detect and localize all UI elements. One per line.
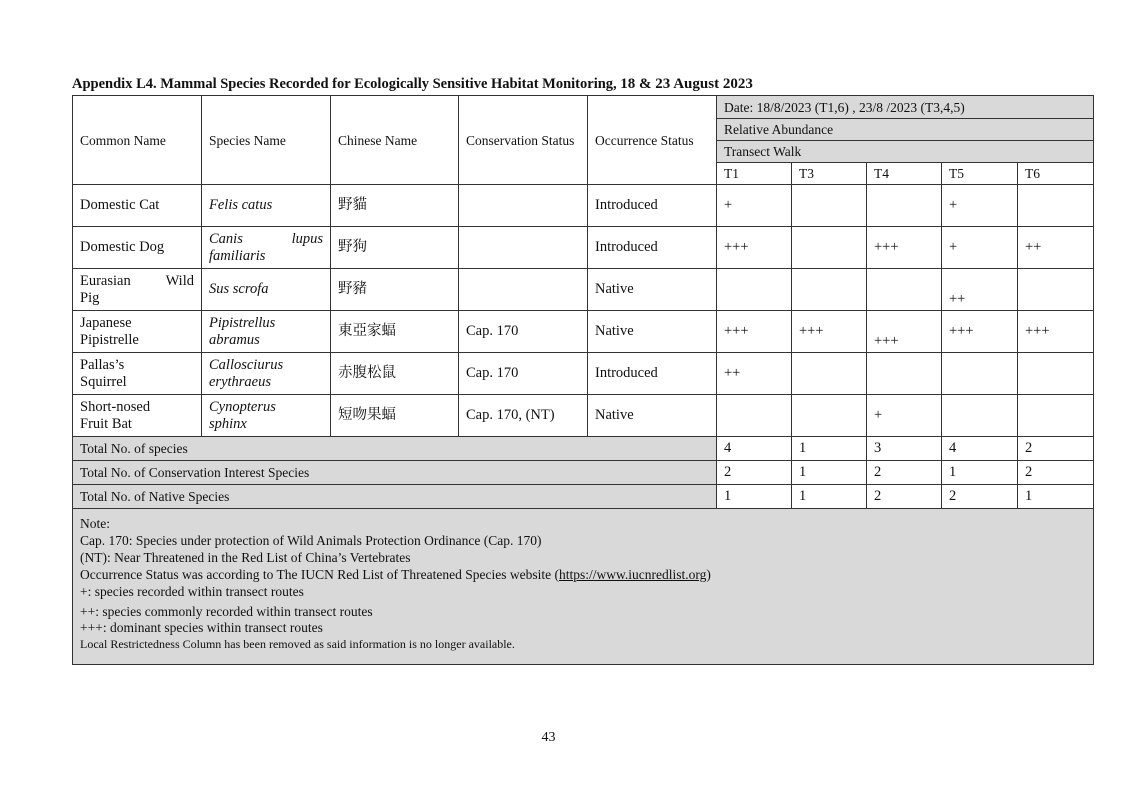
total-native-t6: 1 bbox=[1018, 485, 1094, 509]
header-species-name: Species Name bbox=[202, 96, 331, 185]
total-species-t1: 4 bbox=[717, 437, 792, 461]
abundance-t1: +++ bbox=[717, 311, 792, 353]
note-plus2: ++: species commonly recorded within transect routes bbox=[80, 604, 373, 619]
header-t5: T5 bbox=[942, 163, 1018, 185]
total-conservation-t6: 2 bbox=[1018, 461, 1094, 485]
total-native-t5: 2 bbox=[942, 485, 1018, 509]
conservation-status bbox=[459, 269, 588, 311]
abundance-t3 bbox=[792, 185, 867, 227]
total-species-t4: 3 bbox=[867, 437, 942, 461]
abundance-t4 bbox=[867, 353, 942, 395]
total-species-t3: 1 bbox=[792, 437, 867, 461]
appendix-title bbox=[72, 76, 753, 93]
header-conservation-status: Conservation Status bbox=[459, 96, 588, 185]
common-name-line2: Pipistrelle bbox=[80, 331, 139, 348]
notes-row bbox=[73, 509, 1094, 665]
species-name-line1: Cynopterus bbox=[209, 398, 276, 415]
abundance-t5: + bbox=[942, 185, 1018, 227]
occurrence-status: Introduced bbox=[588, 227, 717, 269]
conservation-status bbox=[459, 227, 588, 269]
total-conservation-row bbox=[73, 461, 1094, 485]
species-name-line2: erythraeus bbox=[209, 373, 272, 390]
common-name-line2: Fruit Bat bbox=[80, 415, 132, 432]
abundance-t1: + bbox=[717, 185, 792, 227]
common-name-line1: Japanese bbox=[80, 314, 132, 331]
abundance-t3 bbox=[792, 227, 867, 269]
common-name bbox=[73, 395, 202, 437]
occurrence-status: Native bbox=[588, 269, 717, 311]
species-name bbox=[202, 227, 331, 269]
note-heading: Note: bbox=[80, 516, 110, 531]
common-name-line2: Pig bbox=[80, 289, 100, 306]
species-name-line1: Callosciurus bbox=[209, 356, 284, 373]
species-name-line2: familiaris bbox=[209, 247, 266, 264]
table-row bbox=[73, 185, 1094, 227]
common-name-line1: Pallas’s bbox=[80, 356, 125, 373]
total-native-row bbox=[73, 485, 1094, 509]
species-name: Felis catus bbox=[202, 185, 331, 227]
total-species-t5: 4 bbox=[942, 437, 1018, 461]
species-name-line2: sphinx bbox=[209, 415, 247, 432]
chinese-name: 赤腹松鼠 bbox=[331, 353, 459, 395]
conservation-status: Cap. 170 bbox=[459, 353, 588, 395]
total-species-row bbox=[73, 437, 1094, 461]
header-relative-abundance: Relative Abundance bbox=[717, 119, 1094, 141]
occurrence-status: Introduced bbox=[588, 185, 717, 227]
title-main: Appendix L4. Mammal Species Recorded for Ecologically Sensitive Habitat Monitoring, bbox=[72, 76, 621, 92]
conservation-status bbox=[459, 185, 588, 227]
header-t4: T4 bbox=[867, 163, 942, 185]
note-nt: (NT): Near Threatened in the Red List of China’s Vertebrates bbox=[80, 550, 411, 565]
species-name-line1: Pipistrellus bbox=[209, 314, 276, 331]
table-row bbox=[73, 269, 1094, 311]
species-name-line1: Canis lupus bbox=[209, 230, 323, 247]
abundance-t6: +++ bbox=[1018, 311, 1094, 353]
abundance-t4 bbox=[867, 185, 942, 227]
abundance-t3 bbox=[792, 353, 867, 395]
total-native-t3: 1 bbox=[792, 485, 867, 509]
abundance-t5 bbox=[942, 395, 1018, 437]
common-name bbox=[73, 353, 202, 395]
header-chinese-name: Chinese Name bbox=[331, 96, 459, 185]
abundance-t4: + bbox=[867, 395, 942, 437]
common-name: Domestic Dog bbox=[73, 227, 202, 269]
table-row bbox=[73, 227, 1094, 269]
total-species-label: Total No. of species bbox=[73, 437, 717, 461]
common-name: Domestic Cat bbox=[73, 185, 202, 227]
table-row bbox=[73, 395, 1094, 437]
mammal-species-table bbox=[72, 95, 1094, 665]
note-occurrence-suffix: ) bbox=[706, 567, 711, 582]
chinese-name: 短吻果蝠 bbox=[331, 395, 459, 437]
abundance-t4: +++ bbox=[867, 311, 942, 353]
abundance-t6 bbox=[1018, 353, 1094, 395]
abundance-t3 bbox=[792, 395, 867, 437]
abundance-t5: + bbox=[942, 227, 1018, 269]
chinese-name: 野貓 bbox=[331, 185, 459, 227]
species-name bbox=[202, 395, 331, 437]
common-name-line1: Eurasian Wild bbox=[80, 272, 194, 289]
abundance-t1 bbox=[717, 269, 792, 311]
common-name bbox=[73, 311, 202, 353]
abundance-t3 bbox=[792, 269, 867, 311]
iucn-redlist-link[interactable]: https://www.iucnredlist.org bbox=[558, 567, 707, 582]
note-plus1: +: species recorded within transect routes bbox=[80, 584, 304, 599]
species-name-line2: abramus bbox=[209, 331, 260, 348]
header-common-name: Common Name bbox=[73, 96, 202, 185]
header-t6: T6 bbox=[1018, 163, 1094, 185]
abundance-t6: ++ bbox=[1018, 227, 1094, 269]
abundance-t5: +++ bbox=[942, 311, 1018, 353]
total-native-label: Total No. of Native Species bbox=[73, 485, 717, 509]
conservation-status: Cap. 170, (NT) bbox=[459, 395, 588, 437]
total-species-t6: 2 bbox=[1018, 437, 1094, 461]
table-row bbox=[73, 353, 1094, 395]
page-number: 43 bbox=[541, 730, 556, 745]
occurrence-status: Native bbox=[588, 395, 717, 437]
header-transect-walk: Transect Walk bbox=[717, 141, 1094, 163]
species-name bbox=[202, 311, 331, 353]
abundance-t6 bbox=[1018, 185, 1094, 227]
total-conservation-t4: 2 bbox=[867, 461, 942, 485]
header-t1: T1 bbox=[717, 163, 792, 185]
abundance-t3: +++ bbox=[792, 311, 867, 353]
note-local-restrictedness: Local Restrictedness Column has been removed as said information is no longer available. bbox=[80, 637, 515, 651]
common-name bbox=[73, 269, 202, 311]
total-native-t4: 2 bbox=[867, 485, 942, 509]
notes-section bbox=[73, 509, 1094, 665]
abundance-t1: ++ bbox=[717, 353, 792, 395]
abundance-t5 bbox=[942, 353, 1018, 395]
chinese-name: 野豬 bbox=[331, 269, 459, 311]
abundance-t4: +++ bbox=[867, 227, 942, 269]
conservation-status: Cap. 170 bbox=[459, 311, 588, 353]
note-cap170: Cap. 170: Species under protection of Wild Animals Protection Ordinance (Cap. 170) bbox=[80, 533, 542, 548]
abundance-t4 bbox=[867, 269, 942, 311]
title-dates: 18 & 23 August 2023 bbox=[620, 76, 753, 92]
abundance-t6 bbox=[1018, 395, 1094, 437]
total-conservation-t1: 2 bbox=[717, 461, 792, 485]
total-conservation-label: Total No. of Conservation Interest Species bbox=[73, 461, 717, 485]
total-native-t1: 1 bbox=[717, 485, 792, 509]
note-occurrence-prefix: Occurrence Status was according to The IUCN Red List of Threatened Species website ( bbox=[80, 567, 559, 582]
species-name bbox=[202, 353, 331, 395]
note-plus3: +++: dominant species within transect routes bbox=[80, 620, 323, 635]
chinese-name: 野狗 bbox=[331, 227, 459, 269]
abundance-t1 bbox=[717, 395, 792, 437]
abundance-t1: +++ bbox=[717, 227, 792, 269]
abundance-t5: ++ bbox=[942, 269, 1018, 311]
abundance-t6 bbox=[1018, 269, 1094, 311]
common-name-line1: Short-nosed bbox=[80, 398, 151, 415]
header-date: Date: 18/8/2023 (T1,6) , 23/8 /2023 (T3,4,5) bbox=[717, 96, 1094, 119]
header-t3: T3 bbox=[792, 163, 867, 185]
header-occurrence-status: Occurrence Status bbox=[588, 96, 717, 185]
common-name-line2: Squirrel bbox=[80, 373, 127, 390]
note-occurrence bbox=[80, 566, 1086, 583]
occurrence-status: Native bbox=[588, 311, 717, 353]
table-row bbox=[73, 311, 1094, 353]
total-conservation-t3: 1 bbox=[792, 461, 867, 485]
chinese-name: 東亞家蝠 bbox=[331, 311, 459, 353]
total-conservation-t5: 1 bbox=[942, 461, 1018, 485]
occurrence-status: Introduced bbox=[588, 353, 717, 395]
species-name: Sus scrofa bbox=[202, 269, 331, 311]
